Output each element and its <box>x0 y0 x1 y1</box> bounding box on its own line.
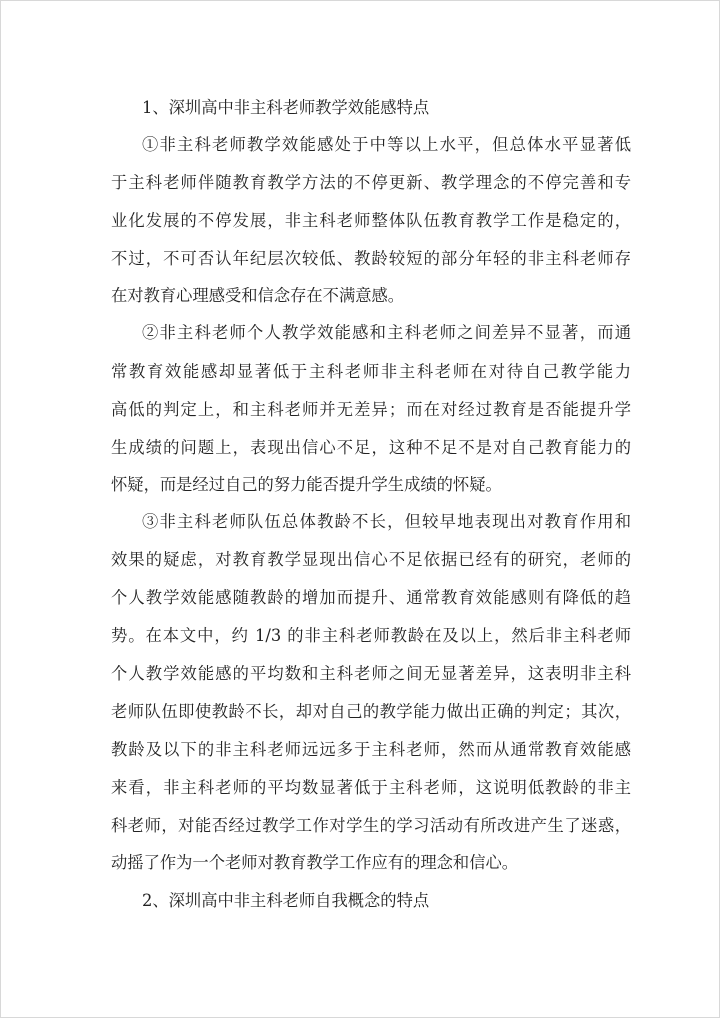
paragraph-3-line-9: 科老师，对能否经过教学工作对学生的学习活动有所改进产生了迷惑， <box>111 816 631 835</box>
paragraph-1-line-3: 业化发展的不停发展，非主科老师整体队伍教育教学工作是稳定的， <box>111 211 631 230</box>
paragraph-2-line-4: 生成绩的问题上，表现出信心不足，这种不足不是对自己教育能力的 <box>111 438 631 457</box>
paragraph-1-line-5: 在对教育心理感受和信念存在不满意感。 <box>111 286 405 305</box>
paragraph-3-line-2: 效果的疑虑，对教育教学显现出信心不足依据已经有的研究，老师的 <box>111 550 631 569</box>
paragraph-2-line-2: 常教育效能感却显著低于主科老师非主科老师在对待自己教学能力 <box>111 362 631 381</box>
paragraph-2-line-3: 高低的判定上，和主科老师并无差异；而在对经过教育是否能提升学 <box>111 400 631 419</box>
section-heading-2: 2、深圳高中非主科老师自我概念的特点 <box>142 891 430 910</box>
paragraph-3-line-7: 教龄及以下的非主科老师远远多于主科老师，然而从通常教育效能感 <box>111 740 631 759</box>
paragraph-3-line-4: 势。在本文中，约 1/3 的非主科老师教龄在及以上，然后非主科老师 <box>111 626 631 645</box>
section-heading-1: 1、深圳高中非主科老师教学效能感特点 <box>142 98 430 117</box>
paragraph-3-line-1: ③非主科老师队伍总体教龄不长，但较早地表现出对教育作用和 <box>142 512 631 531</box>
paragraph-2-line-1: ②非主科老师个人教学效能感和主科老师之间差异不显著，而通 <box>142 323 631 342</box>
paragraph-1-line-1: ①非主科老师教学效能感处于中等以上水平，但总体水平显著低 <box>142 135 631 154</box>
paragraph-3-line-5: 个人教学效能感的平均数和主科老师之间无显著差异，这表明非主科 <box>111 664 631 683</box>
paragraph-3-line-8: 来看，非主科老师的平均数显著低于主科老师，这说明低教龄的非主 <box>111 778 631 797</box>
paragraph-2-line-5: 怀疑，而是经过自己的努力能否提升学生成绩的怀疑。 <box>111 475 502 494</box>
paragraph-1-line-2: 于主科老师伴随教育教学方法的不停更新、教学理念的不停完善和专 <box>111 173 631 192</box>
paragraph-3-line-10: 动摇了作为一个老师对教育教学工作应有的理念和信心。 <box>111 853 519 872</box>
paragraph-1-line-4: 不过，不可否认年纪层次较低、教龄较短的部分年轻的非主科老师存 <box>111 249 631 268</box>
paragraph-3-line-6: 老师队伍即使教龄不长，却对自己的教学能力做出正确的判定；其次， <box>111 702 631 721</box>
paragraph-3-line-3: 个人教学效能感随教龄的增加而提升、通常教育效能感则有降低的趋 <box>111 588 631 607</box>
